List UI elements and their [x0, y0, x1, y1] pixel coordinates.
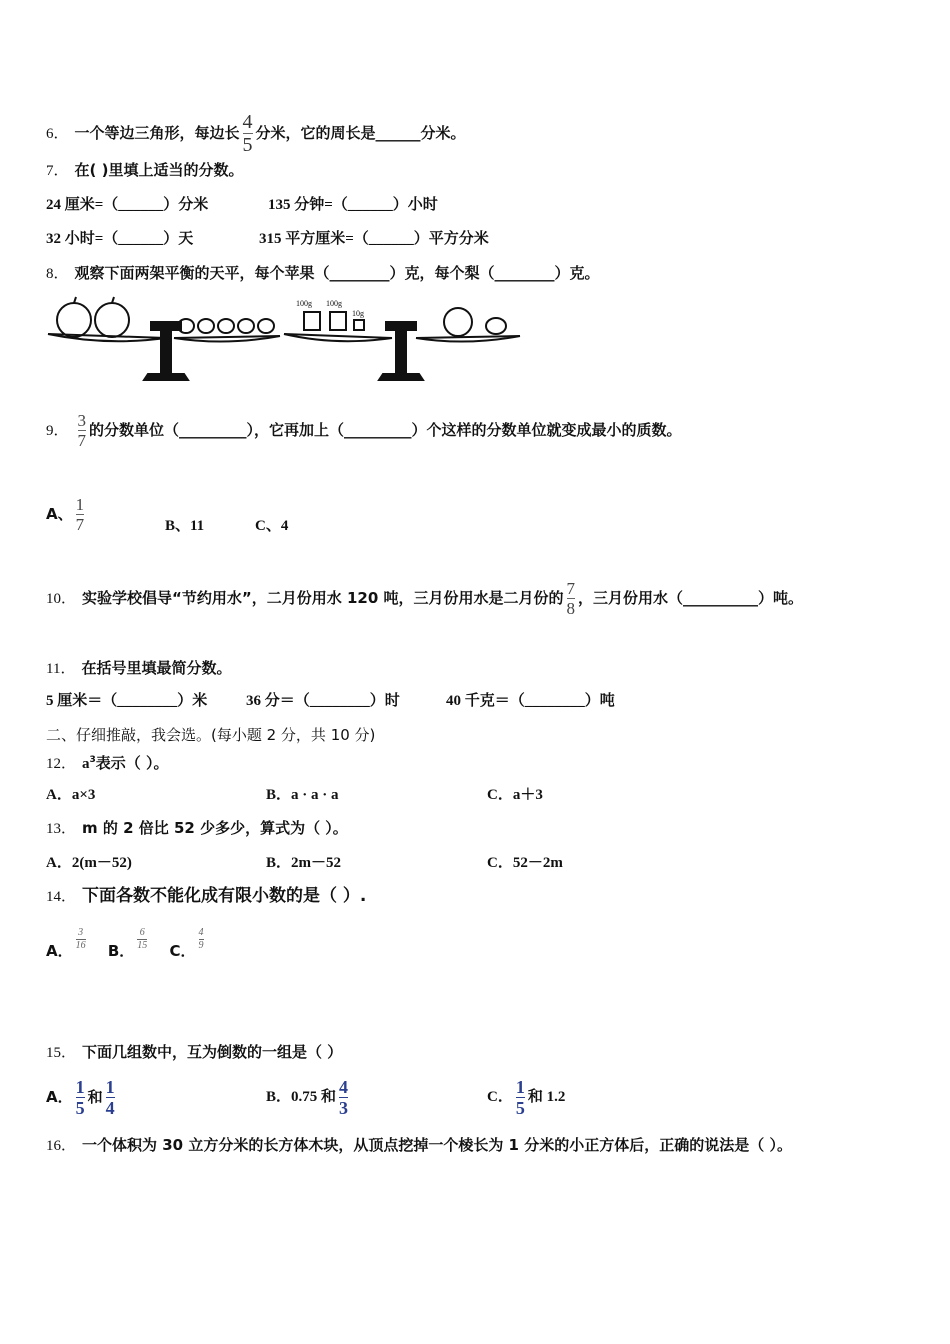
weight-icon	[304, 312, 320, 330]
fraction	[567, 580, 576, 617]
q15-option-b[interactable]	[266, 1076, 351, 1118]
question-text: 一个体积为 30 立方分米的长方体木块，从顶点挖掉一个棱长为 1 分米的小正方体后，正确的说法是（ ）。	[82, 1136, 792, 1154]
q14-options	[46, 928, 207, 974]
q7-row-2a: 32 小时=（______）天	[46, 231, 194, 247]
q12-option-a[interactable]: A．a×3	[46, 787, 96, 803]
numerator: 4	[242, 111, 253, 133]
numerator: 4	[339, 1077, 349, 1098]
option-label: A、	[46, 505, 73, 523]
question-text: 实验学校倡导“节约用水”，二月份用水 120 吨，三月份用水是二月份的	[82, 589, 564, 607]
denominator: 5	[75, 1098, 85, 1118]
balance-scale-2	[284, 308, 520, 380]
q11-item-c: 40 千克＝（________）吨	[446, 693, 615, 709]
pear-icon	[258, 319, 274, 333]
question-text: 在括号里填最简分数。	[81, 659, 232, 677]
q11-item-a: 5 厘米＝（________）米	[46, 693, 208, 709]
apple-icon	[57, 303, 91, 337]
question-text: 表示（ ）。	[95, 754, 169, 772]
question-7	[46, 160, 243, 181]
numerator: 3	[77, 411, 87, 430]
question-text: 下面各数不能化成有限小数的是（ ）.	[82, 886, 367, 906]
question-number: 8．	[46, 266, 69, 282]
denominator: 9	[198, 940, 204, 951]
balance-scales-illustration	[46, 294, 526, 386]
option-label: C．	[169, 942, 196, 960]
option-label: B．	[107, 942, 135, 960]
question-9	[46, 408, 682, 453]
fraction	[243, 112, 253, 155]
denominator: 5	[242, 134, 253, 156]
question-text: m 的 2 倍比 52 少多少，算式为（ ）。	[82, 819, 348, 837]
weight-label-2: 100g	[326, 299, 342, 308]
q15-option-c[interactable]	[487, 1076, 565, 1118]
fraction	[199, 928, 204, 951]
question-number: 15．	[46, 1045, 77, 1061]
numerator: 1	[105, 1077, 115, 1097]
section-heading: 二、仔细推敲，我会选。(每小题 2 分，共 10 分)	[46, 726, 376, 744]
numerator: 1	[75, 495, 85, 514]
q9-option-a[interactable]	[46, 492, 87, 536]
option-text: 和 1.2	[527, 1089, 566, 1105]
apple-icon	[444, 308, 472, 336]
question-text: 在( )里填上适当的分数。	[74, 161, 244, 179]
denominator: 3	[339, 1098, 349, 1119]
denominator: 7	[77, 431, 87, 450]
question-text: ，三月份用水（__________）吨。	[578, 589, 804, 607]
weight-icon	[354, 320, 364, 330]
q13-option-c[interactable]: C．52－2m	[487, 855, 563, 871]
question-12	[46, 750, 169, 774]
q7-row-1b: 135 分钟=（______）小时	[268, 197, 438, 213]
fraction	[339, 1078, 348, 1117]
question-number: 12．	[46, 756, 77, 772]
option-label: B．0.75 和	[266, 1089, 337, 1105]
denominator: 4	[105, 1098, 115, 1118]
question-text: 观察下面两架平衡的天平，每个苹果（________）克，每个梨（________）克。	[74, 264, 600, 282]
weight-icon	[330, 312, 346, 330]
option-label: A．	[46, 942, 73, 960]
option-label: A．	[46, 1088, 73, 1106]
q7-row-1a: 24 厘米=（______）分米	[46, 197, 209, 213]
question-text: 一个等边三角形，每边长	[74, 124, 240, 142]
question-text: 分米，它的周长是______分米。	[255, 124, 466, 142]
question-15	[46, 1042, 342, 1063]
q13-option-a[interactable]: A．2(m－52)	[46, 855, 132, 871]
denominator: 8	[566, 599, 575, 618]
fraction	[516, 1078, 525, 1117]
option-label: C．	[487, 1089, 513, 1105]
balance-scale-1	[48, 297, 280, 380]
weight-label-1: 100g	[296, 299, 312, 308]
weight-label-3: 10g	[352, 309, 364, 318]
pear-icon	[486, 318, 506, 334]
q15-option-a[interactable]	[46, 1076, 118, 1118]
question-text: 下面几组数中，互为倒数的一组是（ ）	[82, 1043, 343, 1061]
question-14	[46, 886, 366, 907]
q12-option-b[interactable]: B．a · a · a	[266, 787, 339, 803]
fraction	[76, 496, 85, 533]
apple-icon	[95, 303, 129, 337]
question-11	[46, 658, 231, 679]
numerator: 1	[515, 1077, 525, 1098]
numerator: 7	[566, 579, 575, 598]
option-text: 和	[87, 1088, 103, 1106]
numerator: 3	[78, 927, 84, 938]
question-number: 9．	[46, 423, 69, 439]
question-number: 16．	[46, 1138, 77, 1154]
question-6	[46, 112, 466, 155]
fraction	[78, 412, 87, 449]
question-16	[46, 1135, 792, 1156]
q11-item-b: 36 分＝（________）时	[246, 693, 400, 709]
question-number: 10．	[46, 591, 77, 607]
fraction	[76, 1078, 85, 1117]
fraction	[106, 1078, 115, 1117]
question-text: 的分数单位（_________），它再加上（_________）个这样的分数单位就变成最小的质数。	[89, 421, 682, 439]
question-number: 11．	[46, 661, 76, 677]
question-text: a	[82, 756, 90, 772]
question-13	[46, 818, 348, 839]
question-number: 7．	[46, 163, 69, 179]
q9-option-b[interactable]: B、11	[165, 518, 205, 534]
numerator: 1	[75, 1077, 85, 1097]
question-number: 14．	[46, 889, 77, 905]
pear-icon	[198, 319, 214, 333]
q14-option-c[interactable]	[169, 927, 207, 960]
numerator: 4	[198, 927, 204, 938]
denominator: 7	[75, 515, 85, 534]
fraction	[137, 928, 147, 951]
question-number: 13．	[46, 821, 77, 837]
fraction	[76, 928, 86, 951]
pear-icon	[238, 319, 254, 333]
q12-option-c[interactable]: C．a＋3	[487, 787, 543, 803]
q13-option-b[interactable]: B．2m－52	[266, 855, 342, 871]
question-8	[46, 263, 600, 284]
denominator: 16	[75, 940, 86, 951]
pear-icon	[218, 319, 234, 333]
denominator: 5	[515, 1098, 525, 1119]
q9-option-c[interactable]: C、4	[255, 518, 289, 534]
q14-option-b[interactable]	[107, 927, 150, 960]
question-10	[46, 576, 803, 621]
q7-row-2b: 315 平方厘米=（______）平方分米	[259, 231, 489, 247]
exponent: 3	[89, 755, 96, 765]
q14-option-a[interactable]	[46, 927, 89, 960]
numerator: 6	[139, 927, 145, 938]
denominator: 15	[137, 940, 148, 951]
question-number: 6．	[46, 126, 69, 142]
